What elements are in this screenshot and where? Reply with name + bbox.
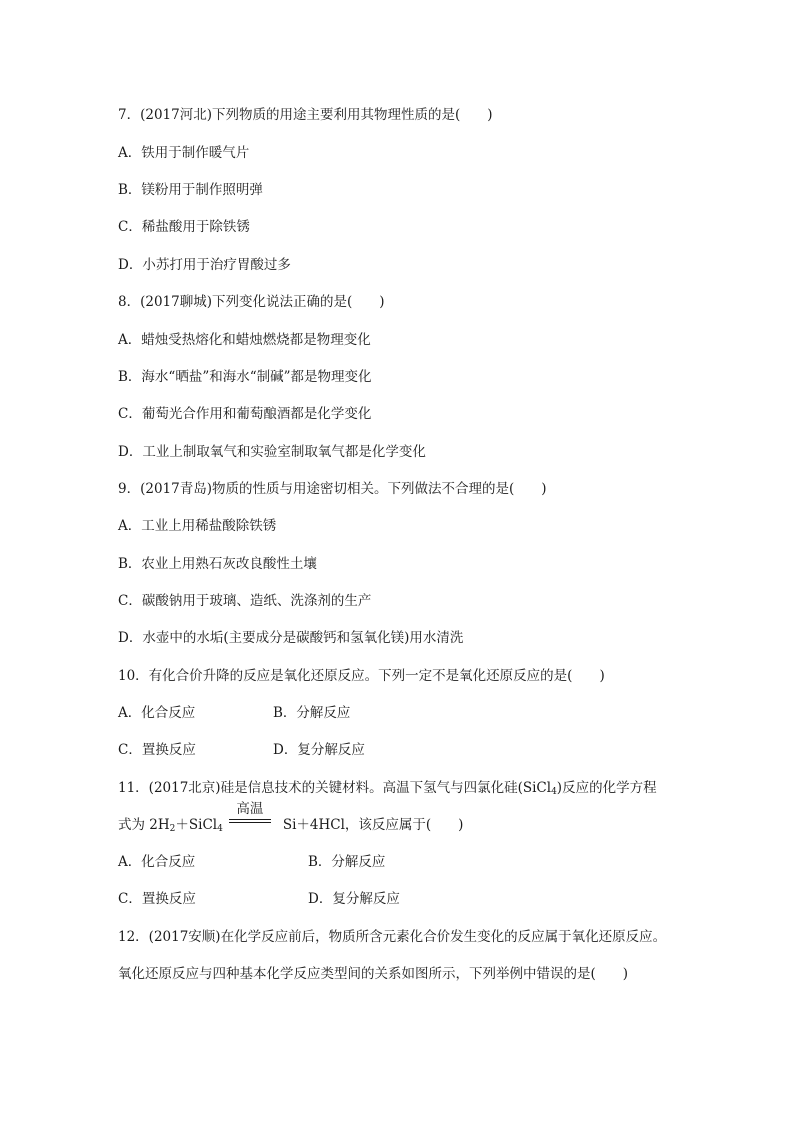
question-10-option-a: A．化合反应 xyxy=(118,705,196,721)
equation-prefix: 式为 2H xyxy=(118,817,170,833)
question-11-stem-part2: )反应的化学方程 xyxy=(556,780,657,796)
question-10-option-c: C．置换反应 xyxy=(118,742,196,758)
equation-sicl4: ＋SiCl xyxy=(175,817,218,833)
question-9-option-b: B．农业上用熟石灰改良酸性土壤 xyxy=(118,556,317,572)
question-11-option-c: C．置换反应 xyxy=(118,891,196,907)
question-11-stem-subscript: 4 xyxy=(551,787,557,797)
question-8-option-b: B．海水“晒盐”和海水“制碱”都是物理变化 xyxy=(118,369,372,385)
question-10-option-b: B．分解反应 xyxy=(273,705,351,721)
question-12-stem-line1: 12．(2017安顺)在化学反应前后，物质所含元素化合价发生变化的反应属于氧化还原反应。 xyxy=(118,929,667,945)
question-8-stem: 8．(2017聊城)下列变化说法正确的是( ) xyxy=(118,294,385,310)
question-11-option-b: B．分解反应 xyxy=(308,854,386,870)
question-8-option-a: A．蜡烛受热熔化和蜡烛燃烧都是物理变化 xyxy=(118,332,371,348)
question-12-stem-line2: 氧化还原反应与四种基本化学反应类型间的关系如图所示，下列举例中错误的是( ) xyxy=(118,966,629,982)
question-7-option-d: D．小苏打用于治疗胃酸过多 xyxy=(118,257,291,273)
question-9-option-a: A．工业上用稀盐酸除铁锈 xyxy=(118,518,277,534)
question-11-option-d: D．复分解反应 xyxy=(308,891,400,907)
question-7-option-b: B．镁粉用于制作照明弹 xyxy=(118,182,263,198)
question-7-stem: 7．(2017河北)下列物质的用途主要利用其物理性质的是( ) xyxy=(118,107,493,123)
question-10-option-d: D．复分解反应 xyxy=(273,742,365,758)
question-11-option-a: A．化合反应 xyxy=(118,854,196,870)
equation-h2-subscript: 2 xyxy=(169,824,176,834)
question-10-stem: 10．有化合价升降的反应是氧化还原反应。下列一定不是氧化还原反应的是( ) xyxy=(118,668,605,684)
question-11-equation xyxy=(118,801,464,835)
question-8-option-c: C．葡萄光合作用和葡萄酿酒都是化学变化 xyxy=(118,406,372,422)
equals-double-bar xyxy=(229,819,271,823)
equation-suffix: Si＋4HCl，该反应属于( ) xyxy=(282,817,464,833)
equation-sicl4-subscript: 4 xyxy=(217,824,223,834)
question-9-option-c: C．碳酸钠用于玻璃、造纸、洗涤剂的生产 xyxy=(118,593,372,609)
question-7-option-c: C．稀盐酸用于除铁锈 xyxy=(118,219,250,235)
reaction-condition-label: 高温 xyxy=(236,801,264,817)
question-11-stem-part1: 11．(2017北京)硅是信息技术的关键材料。高温下氢气与四氯化硅(SiCl xyxy=(118,780,552,796)
question-7-option-a: A．铁用于制作暖气片 xyxy=(118,145,250,161)
question-11-stem xyxy=(118,778,657,798)
question-9-stem: 9．(2017青岛)物质的性质与用途密切相关。下列做法不合理的是( ) xyxy=(118,481,547,497)
question-9-option-d: D．水壶中的水垢(主要成分是碳酸钙和氢氧化镁)用水清洗 xyxy=(118,630,464,646)
question-8-option-d: D．工业上制取氧气和实验室制取氧气都是化学变化 xyxy=(118,444,426,460)
